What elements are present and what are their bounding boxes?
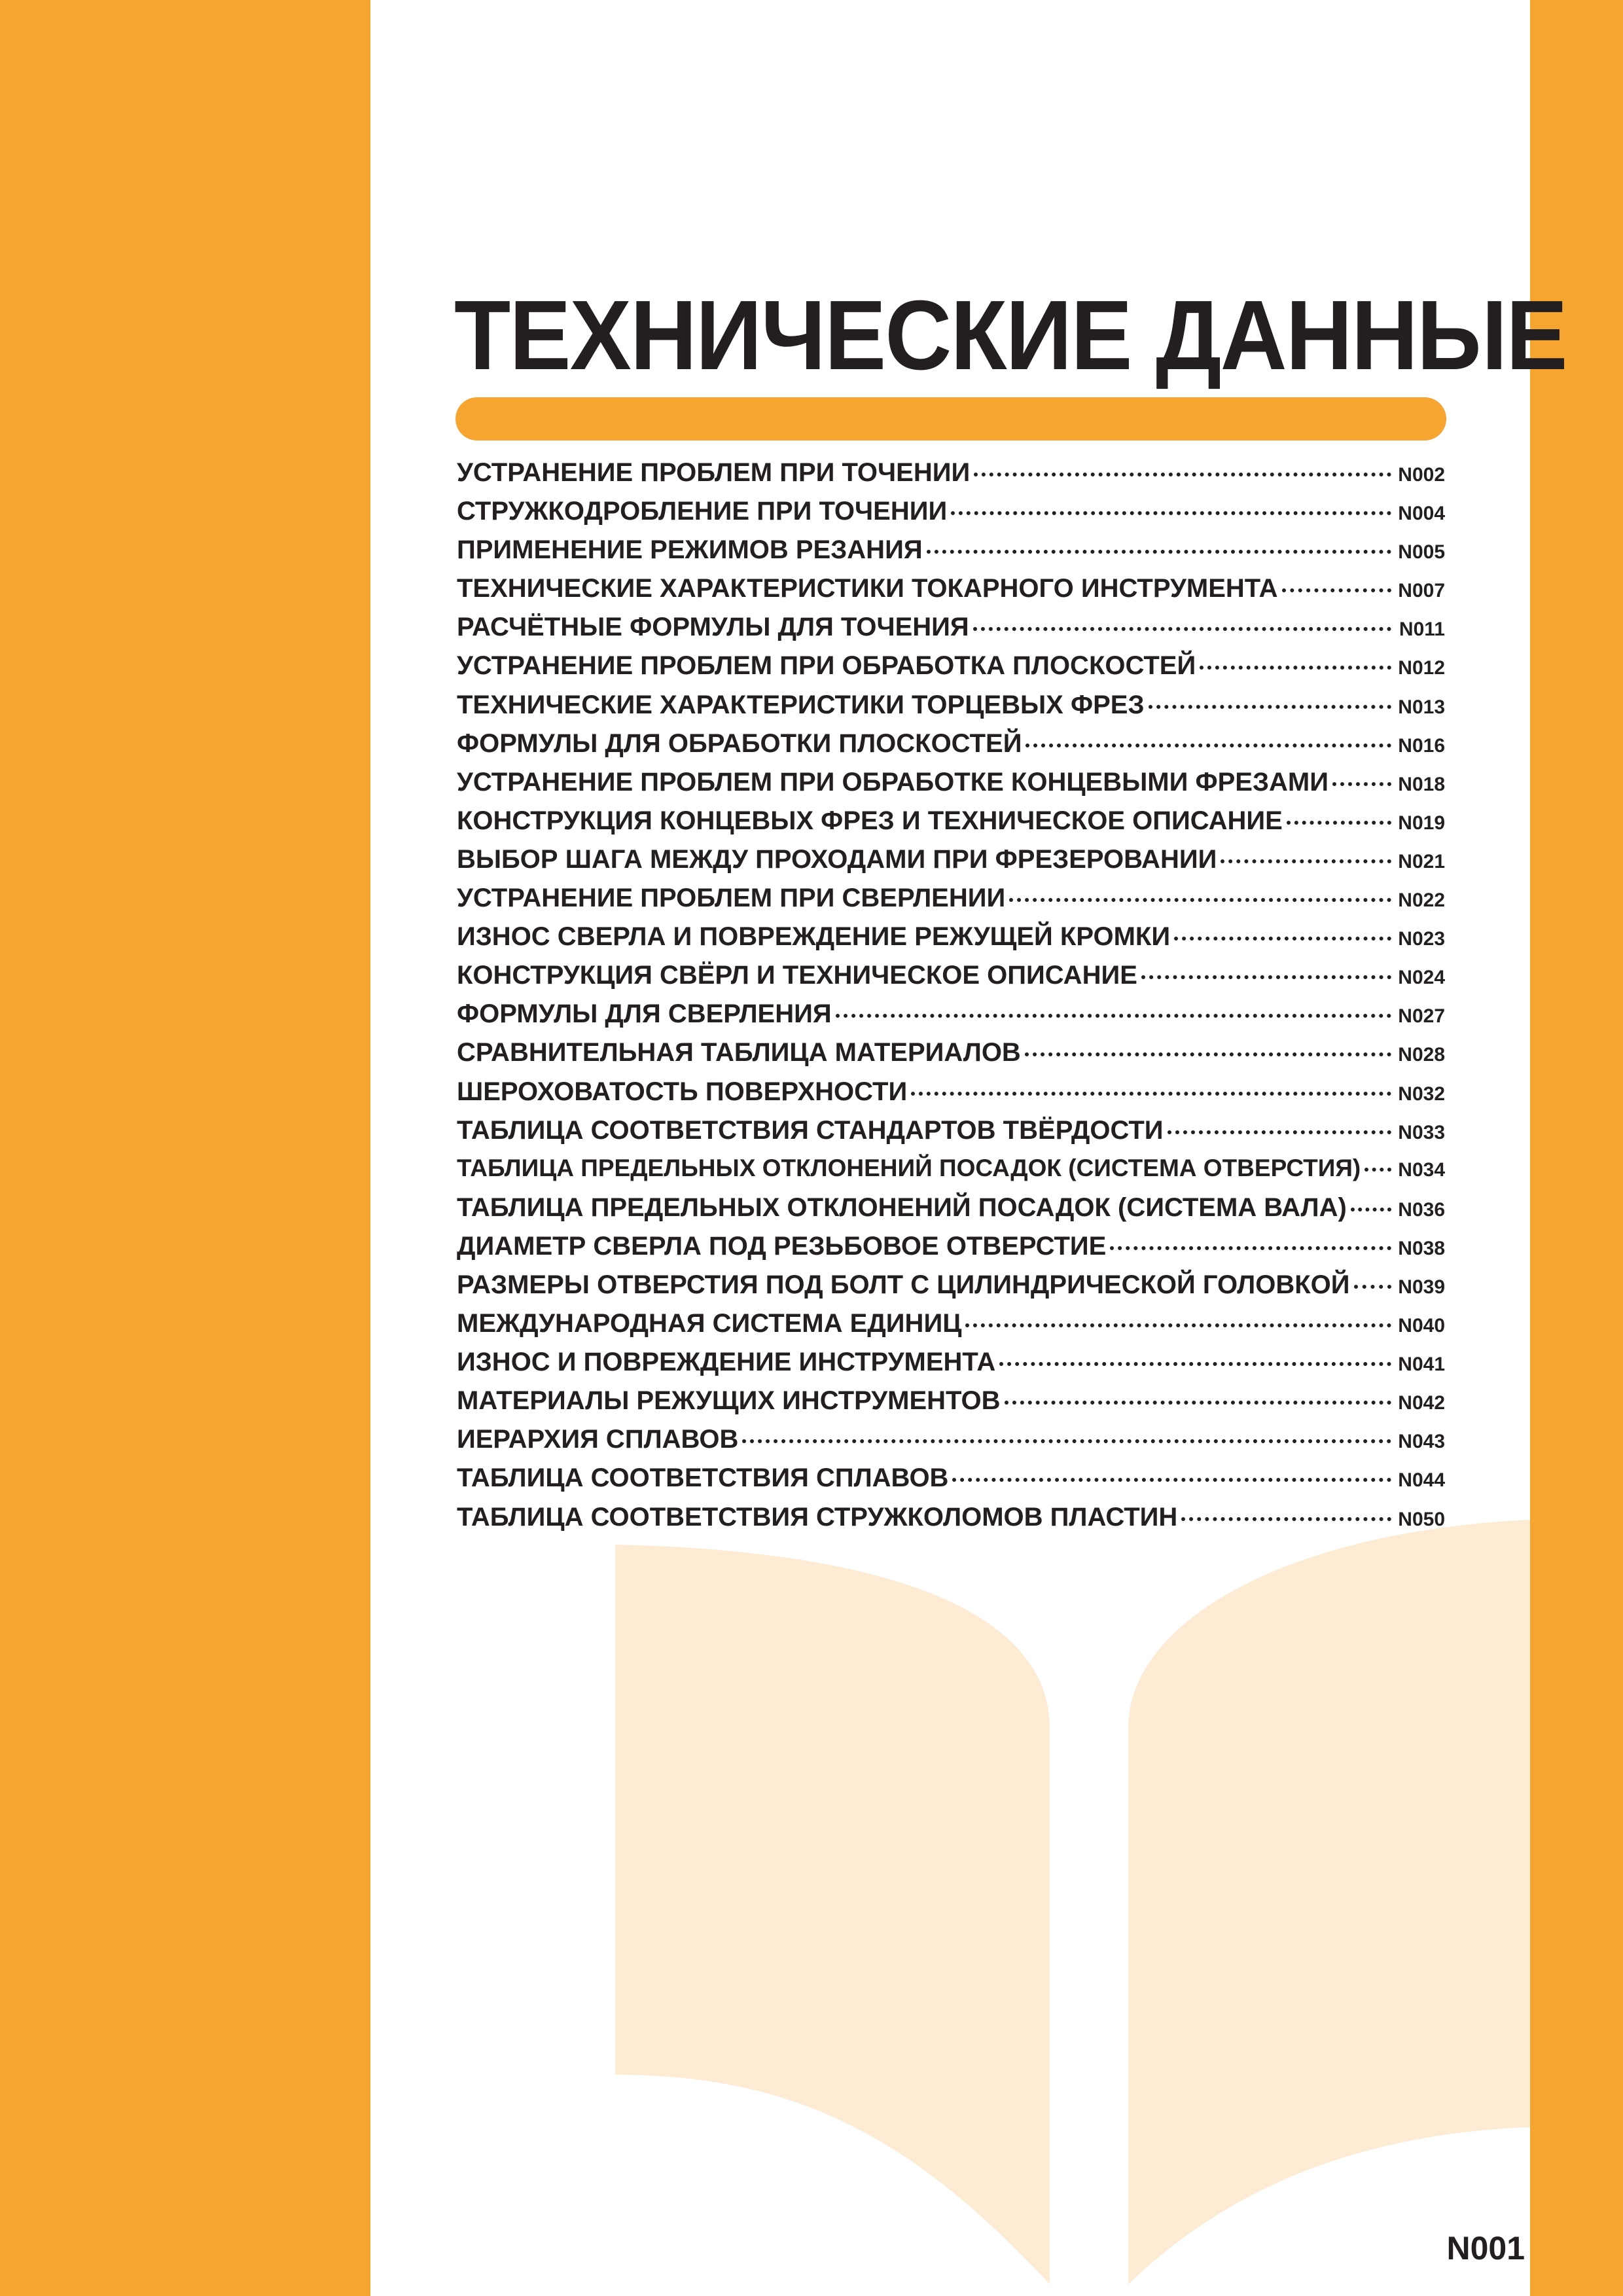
table-of-contents — [457, 458, 1445, 1541]
toc-entry[interactable] — [457, 613, 1445, 651]
toc-entry[interactable] — [457, 1155, 1445, 1193]
page-number: N001 — [1446, 2230, 1525, 2267]
toc-entry-page: N032 — [1398, 1083, 1445, 1105]
toc-entry-page: N019 — [1398, 812, 1445, 834]
toc-dot-leader — [1354, 1285, 1392, 1289]
toc-entry-title: УСТРАНЕНИЕ ПРОБЛЕМ ПРИ ТОЧЕНИИ — [457, 458, 971, 487]
toc-entry[interactable] — [457, 999, 1445, 1038]
toc-entry[interactable] — [457, 768, 1445, 806]
toc-entry-page: N027 — [1398, 1005, 1445, 1028]
toc-entry-title: КОНСТРУКЦИЯ СВЁРЛ И ТЕХНИЧЕСКОЕ ОПИСАНИЕ — [457, 961, 1137, 990]
toc-entry-page: N024 — [1398, 967, 1445, 989]
toc-entry-title: ПРИМЕНЕНИЕ РЕЖИМОВ РЕЗАНИЯ — [457, 535, 923, 565]
toc-entry-title: ФОРМУЛЫ ДЛЯ СВЕРЛЕНИЯ — [457, 999, 832, 1029]
toc-entry-title: ТАБЛИЦА СООТВЕТСТВИЯ СТАНДАРТОВ ТВЁРДОСТИ — [457, 1115, 1164, 1145]
toc-entry-page: N022 — [1398, 889, 1445, 912]
toc-entry-title: ТАБЛИЦА ПРЕДЕЛЬНЫХ ОТКЛОНЕНИЙ ПОСАДОК (СИСТЕМА ОТВЕРСТИЯ) — [457, 1154, 1361, 1181]
book-right-page-shape — [1128, 1520, 1530, 2284]
book-left-page-shape — [615, 1545, 1050, 2284]
toc-entry-title: РАСЧЁТНЫЕ ФОРМУЛЫ ДЛЯ ТОЧЕНИЯ — [457, 613, 969, 642]
toc-dot-leader — [1287, 821, 1391, 825]
toc-dot-leader — [1110, 1246, 1391, 1250]
toc-entry-page: N042 — [1398, 1392, 1445, 1414]
toc-entry[interactable] — [457, 651, 1445, 690]
toc-dot-leader — [742, 1439, 1391, 1443]
toc-entry-title: ИЕРАРХИЯ СПЛАВОВ — [457, 1425, 739, 1454]
toc-entry-page: N041 — [1398, 1354, 1445, 1376]
toc-dot-leader — [1149, 705, 1391, 709]
toc-entry-page: N050 — [1398, 1508, 1445, 1530]
toc-dot-leader — [1174, 937, 1391, 941]
toc-entry-title: ИЗНОС СВЕРЛА И ПОВРЕЖДЕНИЕ РЕЖУЩЕЙ КРОМКИ — [457, 922, 1171, 952]
toc-entry[interactable] — [457, 574, 1445, 613]
toc-entry-page: N013 — [1398, 696, 1445, 718]
toc-entry-title: УСТРАНЕНИЕ ПРОБЛЕМ ПРИ СВЕРЛЕНИИ — [457, 884, 1006, 913]
toc-entry-title: ДИАМЕТР СВЕРЛА ПОД РЕЗЬБОВОЕ ОТВЕРСТИЕ — [457, 1231, 1107, 1261]
toc-dot-leader — [973, 627, 1391, 631]
toc-entry-title: СТРУЖКОДРОБЛЕНИЕ ПРИ ТОЧЕНИИ — [457, 497, 948, 526]
toc-entry[interactable] — [457, 1425, 1445, 1463]
toc-entry[interactable] — [457, 1463, 1445, 1502]
toc-entry-page: N033 — [1398, 1121, 1445, 1143]
toc-entry[interactable] — [457, 922, 1445, 961]
toc-dot-leader — [1025, 1052, 1391, 1056]
toc-dot-leader — [951, 511, 1391, 515]
toc-entry[interactable] — [457, 884, 1445, 922]
toc-entry-title: УСТРАНЕНИЕ ПРОБЛЕМ ПРИ ОБРАБОТКА ПЛОСКОСТЕЙ — [457, 651, 1196, 681]
toc-entry[interactable] — [457, 806, 1445, 845]
toc-dot-leader — [1200, 666, 1391, 670]
toc-entry[interactable] — [457, 961, 1445, 999]
toc-dot-leader — [1221, 859, 1391, 863]
toc-entry-page: N038 — [1398, 1237, 1445, 1259]
toc-dot-leader — [952, 1478, 1391, 1482]
toc-dot-leader — [1282, 588, 1391, 592]
toc-entry[interactable] — [457, 1348, 1445, 1386]
toc-entry-page: N007 — [1398, 580, 1445, 602]
toc-entry[interactable] — [457, 1309, 1445, 1348]
toc-entry-title: МАТЕРИАЛЫ РЕЖУЩИХ ИНСТРУМЕНТОВ — [457, 1386, 1001, 1416]
toc-entry-page: N005 — [1398, 541, 1445, 564]
toc-dot-leader — [1009, 898, 1391, 902]
toc-dot-leader — [927, 550, 1391, 554]
title-underline-bar — [455, 397, 1446, 440]
toc-dot-leader — [1181, 1517, 1391, 1521]
toc-entry-page: N016 — [1398, 734, 1445, 757]
toc-dot-leader — [1168, 1130, 1391, 1134]
toc-dot-leader — [1351, 1208, 1391, 1211]
toc-dot-leader — [965, 1323, 1391, 1327]
toc-entry[interactable] — [457, 1193, 1445, 1232]
toc-entry-title: КОНСТРУКЦИЯ КОНЦЕВЫХ ФРЕЗ И ТЕХНИЧЕСКОЕ ОПИСАНИЕ — [457, 806, 1283, 835]
toc-dot-leader — [1332, 782, 1391, 786]
toc-entry-page: N018 — [1398, 773, 1445, 795]
toc-dot-leader — [836, 1014, 1391, 1018]
toc-entry[interactable] — [457, 1116, 1445, 1155]
toc-entry-title: ТЕХНИЧЕСКИЕ ХАРАКТЕРИСТИКИ ТОРЦЕВЫХ ФРЕЗ — [457, 690, 1145, 719]
toc-entry[interactable] — [457, 1503, 1445, 1541]
toc-entry-page: N043 — [1398, 1431, 1445, 1453]
toc-entry-page: N021 — [1398, 850, 1445, 872]
toc-entry[interactable] — [457, 691, 1445, 729]
toc-entry-page: N011 — [1399, 619, 1445, 641]
toc-entry-title: СРАВНИТЕЛЬНАЯ ТАБЛИЦА МАТЕРИАЛОВ — [457, 1038, 1021, 1067]
toc-dot-leader — [1026, 744, 1391, 747]
toc-dot-leader — [1005, 1401, 1392, 1405]
toc-dot-leader — [911, 1092, 1391, 1096]
toc-entry-page: N023 — [1398, 928, 1445, 950]
toc-entry-page: N002 — [1398, 464, 1445, 486]
toc-dot-leader — [999, 1362, 1391, 1366]
toc-entry[interactable] — [457, 729, 1445, 768]
toc-entry-page: N012 — [1398, 657, 1445, 679]
toc-entry[interactable] — [457, 1232, 1445, 1270]
toc-entry[interactable] — [457, 1038, 1445, 1077]
toc-entry[interactable] — [457, 458, 1445, 497]
toc-entry[interactable] — [457, 1077, 1445, 1116]
toc-dot-leader — [1364, 1168, 1391, 1172]
toc-entry-title: ТАБЛИЦА СООТВЕТСТВИЯ СПЛАВОВ — [457, 1463, 949, 1493]
toc-dot-leader — [974, 473, 1391, 476]
toc-entry-page: N034 — [1398, 1158, 1445, 1181]
toc-entry-page: N028 — [1398, 1044, 1445, 1066]
toc-entry-title: ВЫБОР ШАГА МЕЖДУ ПРОХОДАМИ ПРИ ФРЕЗЕРОВАНИИ — [457, 844, 1217, 874]
toc-entry[interactable] — [457, 497, 1445, 535]
toc-entry-page: N044 — [1398, 1469, 1445, 1492]
toc-entry-title: ШЕРОХОВАТОСТЬ ПОВЕРХНОСТИ — [457, 1077, 908, 1106]
toc-entry-title: ТАБЛИЦА ПРЕДЕЛЬНЫХ ОТКЛОНЕНИЙ ПОСАДОК (СИСТЕМА ВАЛА) — [457, 1193, 1347, 1222]
toc-entry[interactable] — [457, 535, 1445, 574]
toc-entry[interactable] — [457, 1270, 1445, 1309]
page-title: ТЕХНИЧЕСКИЕ ДАННЫЕ — [454, 279, 1567, 390]
toc-entry-title: ТЕХНИЧЕСКИЕ ХАРАКТЕРИСТИКИ ТОКАРНОГО ИНСТРУМЕНТА — [457, 574, 1278, 603]
toc-entry-title: РАЗМЕРЫ ОТВЕРСТИЯ ПОД БОЛТ С ЦИЛИНДРИЧЕСКОЙ ГОЛОВКОЙ — [457, 1270, 1350, 1299]
toc-entry-title: ФОРМУЛЫ ДЛЯ ОБРАБОТКИ ПЛОСКОСТЕЙ — [457, 728, 1022, 758]
toc-dot-leader — [1141, 975, 1391, 979]
left-accent-band — [0, 0, 370, 2296]
toc-entry[interactable] — [457, 845, 1445, 884]
toc-entry-title: ТАБЛИЦА СООТВЕТСТВИЯ СТРУЖКОЛОМОВ ПЛАСТИН — [457, 1502, 1178, 1532]
toc-entry-page: N039 — [1398, 1276, 1445, 1298]
toc-entry[interactable] — [457, 1386, 1445, 1425]
toc-entry-page: N040 — [1398, 1315, 1445, 1337]
toc-entry-page: N004 — [1398, 503, 1445, 525]
toc-entry-title: МЕЖДУНАРОДНАЯ СИСТЕМА ЕДИНИЦ — [457, 1309, 962, 1338]
toc-entry-title: ИЗНОС И ПОВРЕЖДЕНИЕ ИНСТРУМЕНТА — [457, 1348, 996, 1377]
toc-entry-title: УСТРАНЕНИЕ ПРОБЛЕМ ПРИ ОБРАБОТКЕ КОНЦЕВЫМИ ФРЕЗАМИ — [457, 767, 1329, 797]
toc-entry-page: N036 — [1398, 1198, 1445, 1221]
